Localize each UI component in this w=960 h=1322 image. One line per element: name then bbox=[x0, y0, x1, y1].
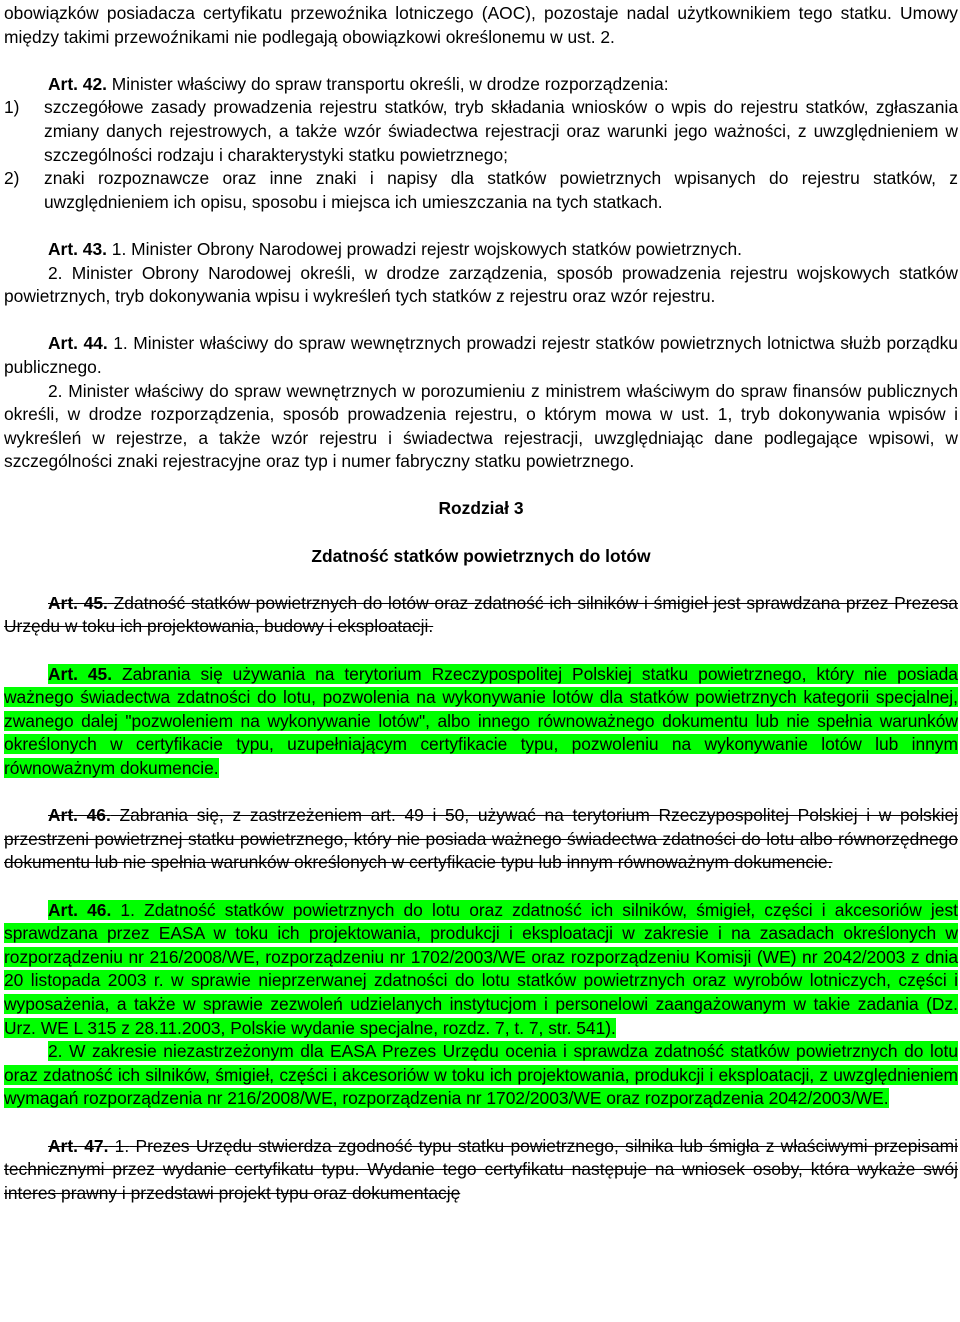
art42-item-2 bbox=[4, 167, 958, 214]
art44-p1-number: 1. bbox=[107, 333, 128, 354]
art44-p1-text: Minister właściwy do spraw wewnętrznych prowadzi rejestr statków powietrznych lotnictwa służb porządku publicznego. bbox=[4, 333, 958, 377]
art46-new-p2-text: W zakresie niezastrzeżonym dla EASA Prezes Urzędu ocenia i sprawdza zdatność statków powietrznych do lotu oraz zdatność ich silników, śmigieł, części i akcesoriów w toku ich projektowania, produkcji i eksploatacji, z uwzględnieniem wymagań rozporządzenia nr 216/2008/WE, rozporządzenia nr 1702/2003/WE oraz rozporządzenia 2042/2003/WE. bbox=[4, 1041, 958, 1109]
art43-p1-number: 1. bbox=[106, 238, 127, 259]
spacer bbox=[4, 781, 958, 805]
art43-paragraph-1 bbox=[4, 238, 958, 262]
art43-p1-text: Minister Obrony Narodowej prowadzi rejestr wojskowych statków powietrznych. bbox=[126, 238, 742, 259]
art42-item-1-text: szczegółowe zasady prowadzenia rejestru statków, tryb składania wniosków o wpis do rejestru statków, zgłaszania zmiany danych rejestrowych, a także wzór świadectwa rejestracji oraz warunki jego ważności, z uwzględnieniem w szczególności rodzaju i charakterystyki statku powietrznego; bbox=[44, 97, 958, 165]
art47-deleted-heading: Art. 47. bbox=[48, 1135, 109, 1156]
art46-new-highlight-2 bbox=[4, 1041, 958, 1108]
art42-item-2-number: 2) bbox=[4, 168, 20, 189]
spacer bbox=[4, 639, 958, 663]
spacer bbox=[4, 1111, 958, 1135]
art45-new-paragraph bbox=[4, 663, 958, 781]
art42-text: Minister właściwy do spraw transportu określi, w drodze rozporządzenia: bbox=[106, 73, 669, 94]
art46-new-p1-text: Zdatność statków powietrznych do lotu oraz zdatność ich silników, śmigieł, części i akcesoriów jest sprawdzana przez EASA w toku ich projektowania, produkcji i eksploatacji w zakresie i na zasadach określonych w rozporządzeniu nr 216/2008/WE, rozporządzeniu nr 1702/2003/WE oraz rozporządzeniu Komisji (WE) nr 2042/2003 z dnia 20 listopada 2003 r. w sprawie nieprzerwanej zdatności do lotu statków powietrznych oraz wyrobów lotniczych, części i wyposażenia, a także w sprawie zezwoleń udzielanych instytucjom i personelowi zaangażowanym w takie zadania (Dz. Urz. WE L 315 z 28.11.2003, Polskie wydanie specjalne, rozdz. 7, t. 7, str. 541). bbox=[4, 899, 958, 1038]
art43-p2-text: Minister Obrony Narodowej określi, w drodze zarządzenia, sposób prowadzenia rejestru wojskowych statków powietrznych, tryb dokonywania wpisu i wykreśleń tych statków z rejestru oraz wzór rejestru. bbox=[4, 262, 958, 307]
art46-new-highlight-1 bbox=[4, 900, 958, 1038]
art44-p2-number: 2. bbox=[48, 380, 63, 401]
art47-deleted-p1-number: 1. bbox=[108, 1135, 130, 1156]
spacer bbox=[4, 568, 958, 592]
art47-deleted-paragraph bbox=[4, 1135, 958, 1206]
art46-new-heading: Art. 46. bbox=[48, 899, 112, 920]
art46-new-p2-number: 2. bbox=[48, 1041, 63, 1062]
spacer bbox=[4, 474, 958, 498]
art45-deleted-text: Zdatność statków powietrznych do lotów oraz zdatność ich silników i śmigieł jest sprawdzana przez Prezesa Urzędu w toku ich projektowania, budowy i eksploatacji. bbox=[4, 592, 958, 637]
art46-new-paragraph-1 bbox=[4, 899, 958, 1041]
art42-paragraph bbox=[4, 73, 958, 97]
art44-paragraph-1 bbox=[4, 332, 958, 379]
art44-p2-text: Minister właściwy do spraw wewnętrznych w porozumieniu z ministrem właściwym do spraw finansów publicznych określi, w drodze rozporządzenia, sposób prowadzenia rejestru, o którym mowa w ust. 1, tryb dokonywania wpisów i wykreśleń w rejestrze, a także wzór rejestru i świadectwa rejestracji, uwzględniając dane podlegające wpisowi, w szczególności znaki rejestracyjne oraz typ i numer fabryczny statku powietrznego. bbox=[4, 380, 958, 472]
art44-paragraph-2 bbox=[4, 380, 958, 474]
art42-item-1 bbox=[4, 96, 958, 167]
art44-heading: Art. 44. bbox=[48, 333, 108, 354]
art45-deleted-heading: Art. 45. bbox=[48, 592, 108, 613]
art46-deleted-text: Zabrania się, z zastrzeżeniem art. 49 i 50, używać na terytorium Rzeczypospolitej Polskiej i w polskiej przestrzeni powietrznej statku powietrznego, który nie posiada ważnego świadectwa zdatności do lotu albo równorzędnego dokumentu lub nie spełnia warunków określonych w certyfikacie typu lub innym równoważnym dokumencie. bbox=[4, 805, 958, 873]
spacer bbox=[4, 214, 958, 238]
art43-heading: Art. 43. bbox=[48, 238, 107, 259]
art46-deleted-heading: Art. 46. bbox=[48, 805, 111, 826]
chapter-title: Zdatność statków powietrznych do lotów bbox=[311, 545, 651, 566]
art45-new-heading: Art. 45. bbox=[48, 663, 113, 684]
art46-new-p1-number: 1. bbox=[111, 899, 135, 920]
spacer bbox=[4, 309, 958, 333]
spacer bbox=[4, 875, 958, 899]
spacer bbox=[4, 49, 958, 73]
art42-heading: Art. 42. bbox=[48, 73, 107, 94]
art45-new-highlight bbox=[4, 664, 958, 778]
art47-deleted-p1-text: Prezes Urzędu stwierdza zgodność typu statku powietrznego, silnika lub śmigła z właściwymi przepisami technicznymi przez wydanie certyfikatu typu. Wydanie tego certyfikatu następuje na wniosek osoby, która wykaże swój interes prawny i przedstawi projekt typu oraz dokumentację bbox=[4, 1135, 958, 1203]
chapter-number: Rozdział 3 bbox=[438, 498, 524, 519]
spacer bbox=[4, 521, 958, 545]
art46-deleted-paragraph bbox=[4, 804, 958, 875]
intro-paragraph: obowiązków posiadacza certyfikatu przewoźnika lotniczego (AOC), pozostaje nadal użytkownikiem tego statku. Umowy między takimi przewoźnikami nie podlegają obowiązkowi określonemu w ust. 2. bbox=[4, 3, 958, 47]
art42-item-2-text: znaki rozpoznawcze oraz inne znaki i napisy dla statków powietrznych wpisanych do rejestru statków, z uwzględnieniem ich opisu, sposobu i miejsca ich umieszczania na tych statkach. bbox=[44, 168, 958, 212]
art43-p2-number: 2. bbox=[48, 262, 63, 283]
art43-paragraph-2 bbox=[4, 262, 958, 309]
art45-new-text: Zabrania się używania na terytorium Rzeczypospolitej Polskiej statku powietrznego, który nie posiada ważnego świadectwa zdatności do lotu, pozwolenia na wykonywanie lotów dla statków powietrznych kategorii specjalnej, zwanego dalej "pozwoleniem na wykonywanie lotów", albo innego równoważnego dokumentu lub nie spełnia warunków określonych w certyfikacie typu, uzupełniającym certyfikacie typu, pozwoleniu na wykonywanie lotów lub innym równoważnym dokumencie. bbox=[4, 663, 958, 778]
art45-deleted-paragraph bbox=[4, 592, 958, 639]
art46-new-paragraph-2 bbox=[4, 1040, 958, 1111]
document-page bbox=[4, 2, 958, 1205]
art42-item-1-number: 1) bbox=[4, 97, 20, 118]
